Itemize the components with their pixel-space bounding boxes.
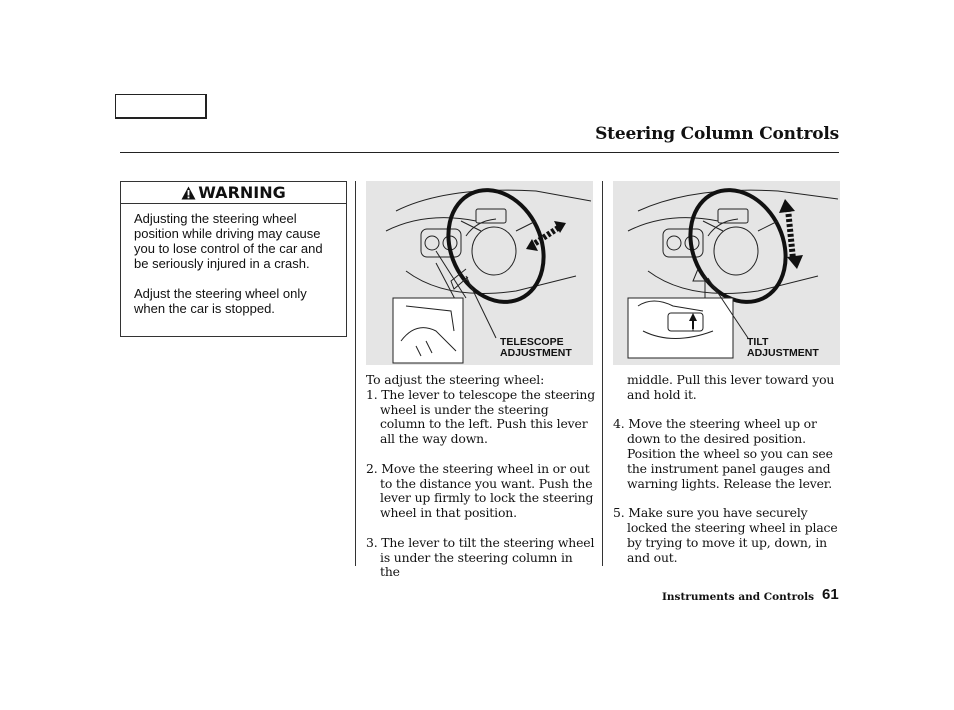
warning-box bbox=[120, 181, 347, 337]
column-divider-1 bbox=[355, 181, 356, 566]
warning-paragraph-2: Adjust the steering wheel only when the car is stopped. bbox=[134, 286, 307, 316]
warning-triangle-icon bbox=[181, 184, 196, 206]
intro-text: To adjust the steering wheel: bbox=[366, 372, 545, 387]
warning-text bbox=[134, 211, 339, 316]
warning-paragraph-1: Adjusting the steering wheel position while driving may cause you to lose control of the car and be seriously injured in a crash. bbox=[134, 211, 323, 271]
step-1: 1. The lever to telescope the steering wheel is under the steering column to the left. Push this lever all the way down. bbox=[366, 386, 596, 447]
tilt-figure bbox=[613, 181, 840, 365]
body-column-left bbox=[366, 373, 596, 580]
step-3-continued: middle. Pull this lever toward you and hold it. bbox=[627, 372, 835, 402]
step-4: 4. Move the steering wheel up or down to the desired position. Position the wheel so you can see the instrument panel gauges and warning lights. Release the lever. bbox=[613, 416, 833, 491]
footer-section-name: Instruments and Controls bbox=[662, 591, 815, 603]
step-5: 5. Make sure you have securely locked the steering wheel in place by trying to move it up, down, in and out. bbox=[613, 505, 838, 565]
column-divider-2 bbox=[602, 181, 603, 566]
step-3: 3. The lever to tilt the steering wheel is under the steering column in the bbox=[366, 534, 595, 580]
telescope-arrow-icon bbox=[526, 221, 566, 251]
page-number: 61 bbox=[822, 586, 839, 603]
telescope-adjustment-label: TELESCOPE ADJUSTMENT bbox=[500, 336, 572, 359]
steering-wheel-icon bbox=[673, 181, 804, 318]
title-divider bbox=[120, 152, 839, 153]
tilt-adjustment-label: TILT ADJUSTMENT bbox=[747, 336, 819, 359]
telescope-figure bbox=[366, 181, 593, 365]
steering-wheel-icon bbox=[431, 181, 562, 318]
warning-header bbox=[121, 182, 346, 204]
page-title: Steering Column Controls bbox=[595, 124, 839, 144]
warning-heading: WARNING bbox=[198, 183, 286, 202]
step-2: 2. Move the steering wheel in or out to the distance you want. Push the lever up firmly to lock the steering wheel in that position. bbox=[366, 460, 594, 521]
body-column-right bbox=[613, 373, 843, 565]
section-tab-box bbox=[115, 94, 207, 119]
